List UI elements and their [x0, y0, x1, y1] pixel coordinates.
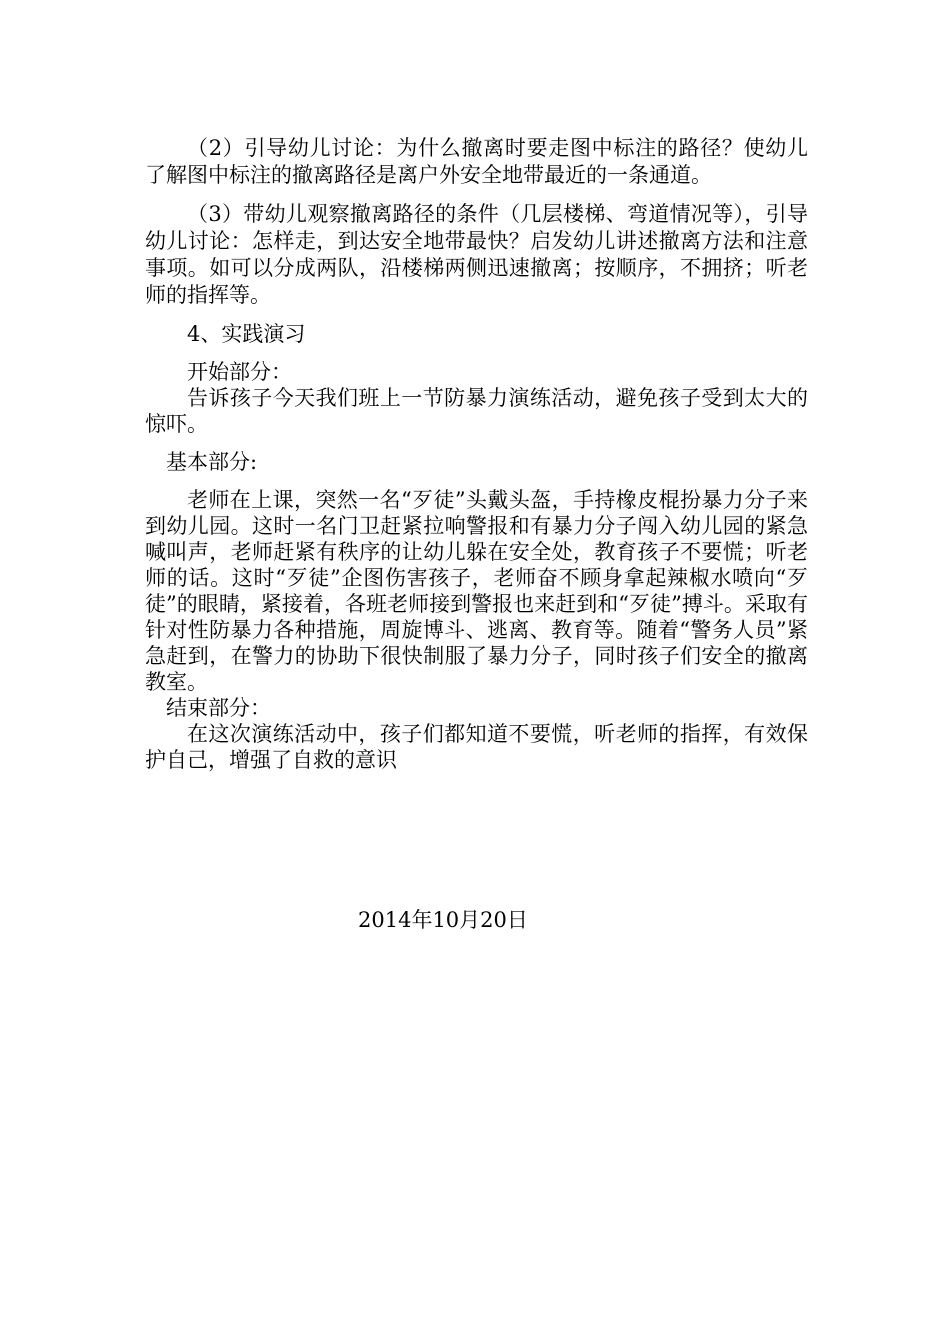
document-body	[145, 135, 808, 773]
paragraph-observe-conditions: （3）带幼儿观察撤离路径的条件（几层楼梯、弯道情况等），引导幼儿讨论：怎样走，到达安全地带最快？启发幼儿讲述撤离方法和注意事项。如可以分成两队，沿楼梯两侧迅速撤离；按顺序，不拥挤；听老师的指挥等。	[145, 202, 808, 307]
section-heading-practice: 4、实践演习	[187, 322, 306, 346]
section-label-start: 开始部分：	[187, 360, 292, 384]
document-date: 2014年10月20日	[358, 908, 528, 932]
paragraph-end-content: 在这次演练活动中，孩子们都知道不要慌，听老师的指挥，有效保护自己，增强了自救的意识	[145, 722, 808, 772]
paragraph-basic-content: 老师在上课，突然一名“歹徒”头戴头盔，手持橡皮棍扮暴力分子来到幼儿园。这时一名门卫赶紧拉响警报和有暴力分子闯入幼儿园的紧急喊叫声，老师赶紧有秩序的让幼儿躲在安全处，教育孩子不要慌；听老师的话。这时“歹徒”企图伤害孩子，老师奋不顾身拿起辣椒水喷向“歹徒”的眼睛，紧接着，各班老师接到警报也来赶到和“歹徒”搏斗。采取有针对性防暴力各种措施，周旋博斗、逃离、教育等。随着“警务人员”紧急赶到，在警力的协助下很快制服了暴力分子，同时孩子们安全的撤离教室。	[145, 488, 808, 694]
paragraph-start-content: 告诉孩子今天我们班上一节防暴力演练活动，避免孩子受到太大的惊吓。	[145, 386, 808, 436]
paragraph-discussion-path: （2）引导幼儿讨论：为什么撤离时要走图中标注的路径？使幼儿了解图中标注的撤离路径是离户外安全地带最近的一条通道。	[145, 136, 808, 187]
section-label-basic: 基本部分:	[166, 450, 258, 474]
section-label-end: 结束部分：	[166, 696, 271, 720]
